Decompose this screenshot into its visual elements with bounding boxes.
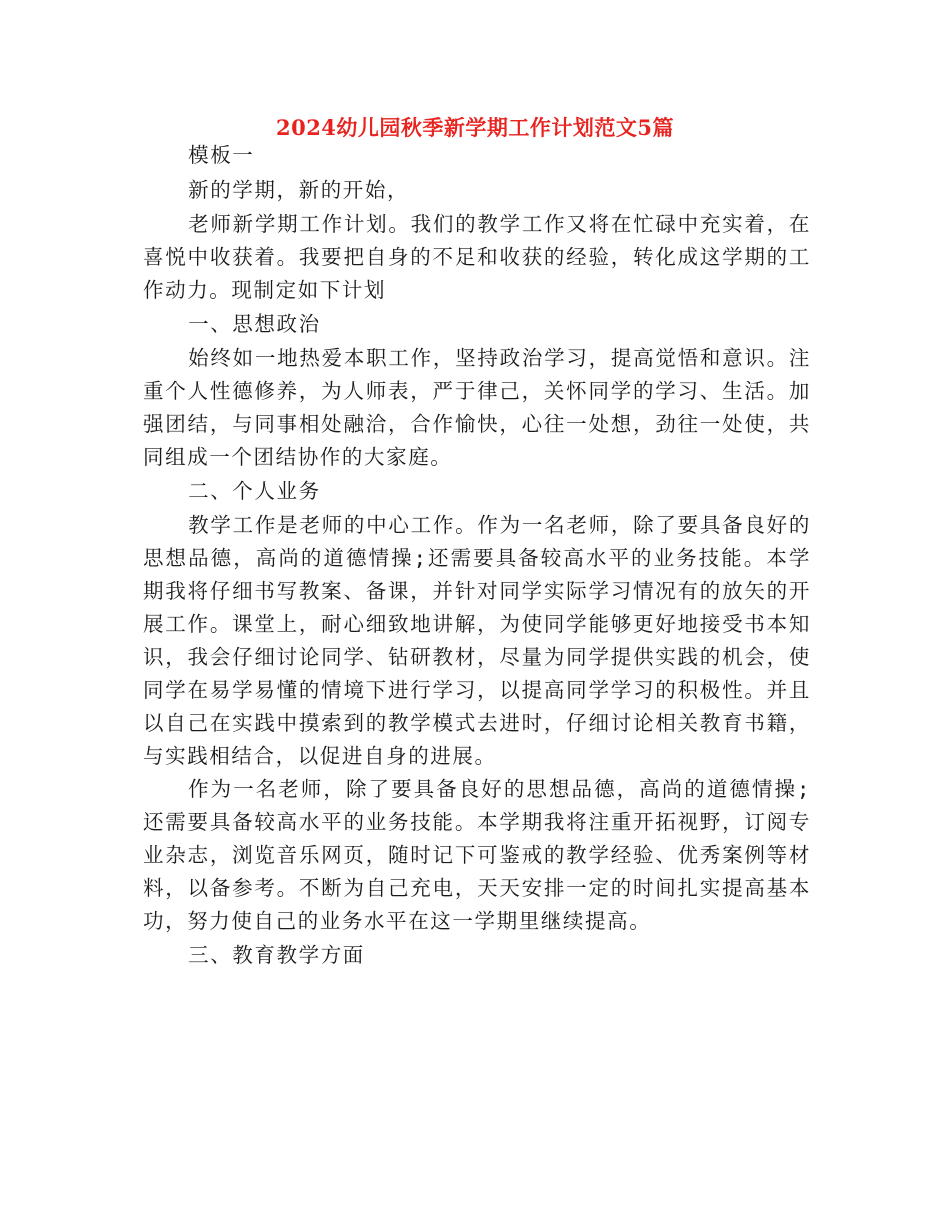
section-heading-personal-work: 二、个人业务 — [188, 479, 321, 503]
politics-paragraph: 始终如一地热爱本职工作，坚持政治学习，提高觉悟和意识。注重个人性德修养，为人师表，严于律己，关怀同学的学习、生活。加强团结，与同事相处融洽，合作愉快，心往一处想，劲往一处使，共同组成一个团结协作的大家庭。 — [143, 346, 811, 469]
opening-line: 新的学期，新的开始， — [188, 178, 410, 202]
section-label-template-one: 模板一 — [188, 143, 255, 167]
section-heading-teaching: 三、教育教学方面 — [188, 943, 365, 967]
personal-work-paragraph-2: 作为一名老师，除了要具备良好的思想品德，高尚的道德情操;还需要具备较高水平的业务技能。本学期我将注重开拓视野，订阅专业杂志，浏览音乐网页，随时记下可鉴戒的教学经验、优秀案例等材料，以备参考。不断为自己充电，天天安排一定的时间扎实提高基本功，努力使自己的业务水平在这一学期里继续提高。 — [143, 777, 811, 933]
document-title: 2024幼儿园秋季新学期工作计划范文5篇 — [275, 115, 675, 140]
personal-work-paragraph-1: 教学工作是老师的中心工作。作为一名老师，除了要具备良好的思想品德，高尚的道德情操;还需要具备较高水平的业务技能。本学期我将仔细书写教案、备课，并针对同学实际学习情况有的放矢的开展工作。课堂上，耐心细致地讲解，为使同学能够更好地接受书本知识，我会仔细讨论同学、钻研教材，尽量为同学提供实践的机会，使同学在易学易懂的情境下进行学习，以提高同学学习的积极性。并且以自己在实践中摸索到的教学模式去进时，仔细讨论相关教育书籍，与实践相结合，以促进自身的进展。 — [143, 513, 811, 768]
intro-paragraph: 老师新学期工作计划。我们的教学工作又将在忙碌中充实着，在喜悦中收获着。我要把自身的不足和收获的经验，转化成这学期的工作动力。现制定如下计划 — [143, 212, 811, 302]
document-body — [143, 138, 811, 973]
section-heading-politics: 一、思想政治 — [188, 312, 321, 336]
